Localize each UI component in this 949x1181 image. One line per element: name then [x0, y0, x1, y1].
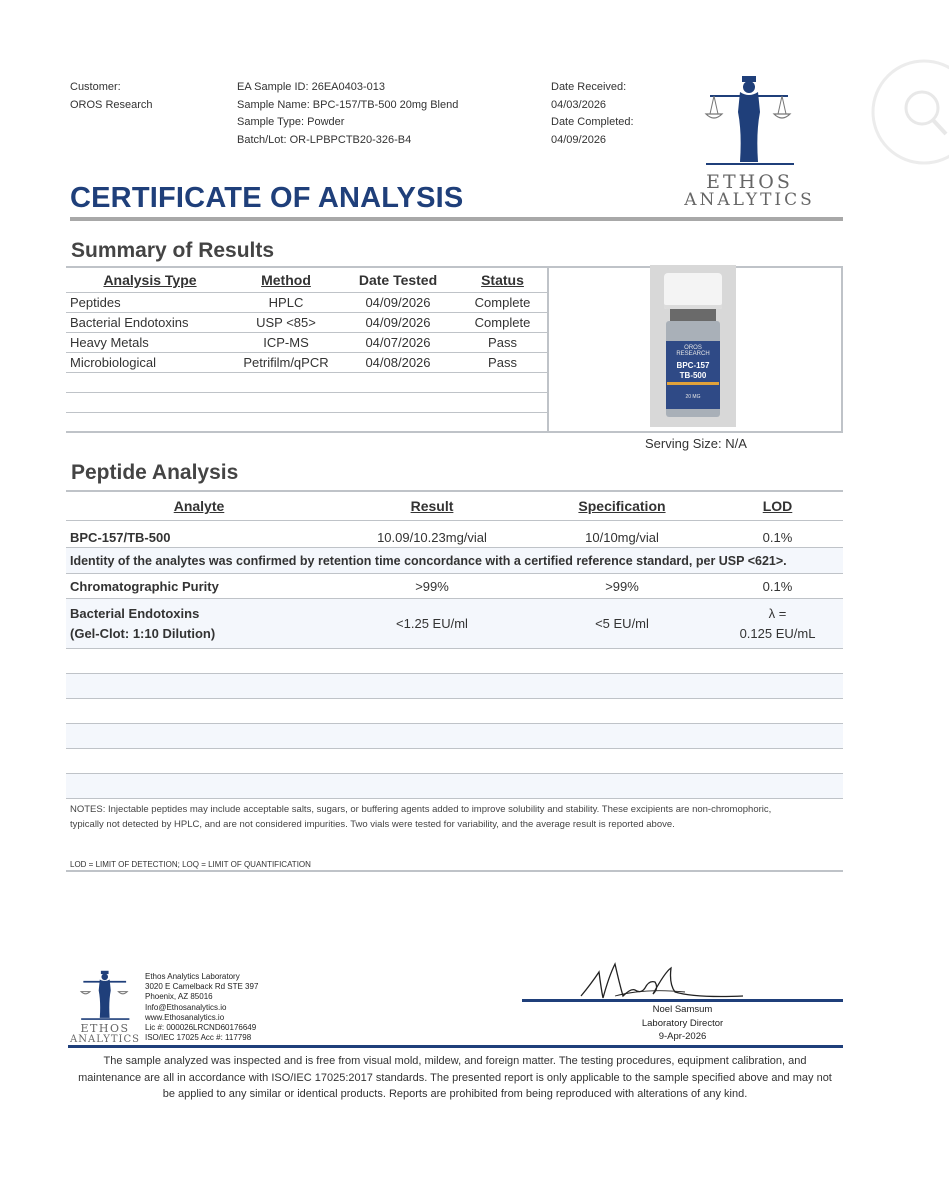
- justice-scale-icon: [68, 968, 142, 1024]
- cell: Pass: [458, 333, 547, 353]
- empty-row: [66, 393, 547, 413]
- handwritten-signature: [575, 958, 750, 1003]
- customer-label: Customer:: [70, 81, 121, 93]
- footer-line-2: maintenance are all in accordance with ISO/IEC 17025:2017 standards. The presented report is only applicable to the sample specified above and may not: [78, 1071, 832, 1084]
- peptide-header-row: [66, 491, 843, 521]
- empty-row: [66, 649, 843, 674]
- lod-lambda: λ =: [768, 605, 787, 621]
- lod-value: 0.1%: [712, 574, 843, 599]
- result-value: <1.25 EU/ml: [332, 599, 532, 649]
- col-date-tested: Date Tested: [338, 268, 458, 293]
- signer-name: Noel Samsum: [652, 1004, 713, 1015]
- empty-row: [66, 749, 843, 774]
- col-result: Result: [332, 491, 532, 521]
- col-method: Method: [234, 268, 338, 293]
- date-completed: 04/09/2026: [551, 133, 607, 146]
- lab-email: Info@Ethosanalytics.io: [145, 1002, 227, 1012]
- table-row: [66, 333, 547, 353]
- sample-id: EA Sample ID: 26EA0403-013: [237, 81, 385, 93]
- endotoxin-name-2: (Gel-Clot: 1:10 Dilution): [70, 625, 216, 641]
- lab-address-block: [145, 972, 258, 1043]
- cell: USP <85>: [234, 313, 338, 333]
- batch-lot: Batch/Lot: OR-LPBPCTB20-326-B4: [237, 133, 412, 146]
- signature-block: [522, 1003, 843, 1044]
- cell: ICP-MS: [234, 333, 338, 353]
- dates-block: [551, 79, 634, 149]
- date-received: 04/03/2026: [551, 98, 607, 111]
- cell: 04/07/2026: [338, 333, 458, 353]
- empty-row: [66, 774, 843, 799]
- lab-address-1: 3020 E Camelback Rd STE 397: [145, 982, 259, 992]
- notes-divider: [66, 870, 843, 872]
- cell: Microbiological: [66, 353, 234, 373]
- table-row: [66, 574, 843, 599]
- cell: Peptides: [66, 293, 234, 313]
- col-lod: LOD: [712, 491, 843, 521]
- lod-loq-definition: LOD = LIMIT OF DETECTION; LOQ = LIMIT OF QUANTIFICATION: [70, 860, 311, 869]
- sample-type: Sample Type: Powder: [237, 116, 345, 128]
- analyte-name: Chromatographic Purity: [66, 574, 332, 599]
- cell: Complete: [458, 293, 547, 313]
- empty-row: [66, 373, 547, 393]
- cell: Complete: [458, 313, 547, 333]
- lod-value: 0.1%: [712, 521, 843, 548]
- page-title: CERTIFICATE OF ANALYSIS: [70, 182, 464, 214]
- cell: 04/09/2026: [338, 313, 458, 333]
- signature: [575, 958, 750, 1003]
- cell: Heavy Metals: [66, 333, 234, 353]
- vial-photo: [650, 265, 736, 427]
- footer-divider: [68, 1045, 843, 1048]
- spec-value: 10/10mg/vial: [532, 521, 712, 548]
- footer-line-3: be applied to any similar or identical products. Reports are prohibited from being reproduced with alterations of any kind.: [162, 1088, 748, 1100]
- title-divider: [70, 217, 843, 221]
- lab-address-2: Phoenix, AZ 85016: [145, 992, 213, 1002]
- notes: [70, 802, 850, 832]
- cell: Bacterial Endotoxins: [66, 313, 234, 333]
- footer-logo-analytics: ANALYTICS: [70, 1034, 140, 1045]
- footer-logo: [68, 968, 142, 1048]
- lod-value: [712, 599, 843, 649]
- result-value: 10.09/10.23mg/vial: [332, 521, 532, 548]
- cell: 04/09/2026: [338, 293, 458, 313]
- summary-header-row: [66, 268, 547, 293]
- summary-table: [66, 268, 547, 432]
- logo-analytics: ANALYTICS: [684, 190, 815, 210]
- lab-iso: ISO/IEC 17025 Acc #: 117798: [145, 1033, 252, 1043]
- empty-row: [66, 413, 547, 433]
- col-status: Status: [458, 268, 547, 293]
- peptide-heading: Peptide Analysis: [71, 461, 239, 484]
- signature-date: 9-Apr-2026: [658, 1031, 707, 1042]
- vial-dose: 20 MG: [685, 394, 701, 400]
- notes-line-2: typically not detected by HPLC, and are not considered impurities. Two vials were tested for variability, and the average result is reported above.: [70, 819, 675, 830]
- magnifier-icon: [870, 58, 949, 166]
- table-row: [66, 521, 843, 548]
- peptide-table: [66, 490, 843, 799]
- lab-license: Lic #: 000026LRCND60176649: [145, 1023, 257, 1033]
- spec-value: <5 EU/ml: [532, 599, 712, 649]
- table-row: [66, 313, 547, 333]
- sample-name: Sample Name: BPC-157/TB-500 20mg Blend: [237, 98, 459, 111]
- notes-line-1: NOTES: Injectable peptides may include acceptable salts, sugars, or buffering agents added to improve solubility and stability. These excipients are non-chromophoric,: [70, 804, 772, 815]
- result-value: >99%: [332, 574, 532, 599]
- vial-label-2: TB-500: [679, 371, 707, 380]
- signer-role: Laboratory Director: [641, 1017, 724, 1029]
- signature-line: [522, 999, 843, 1002]
- footer-logo-ethos: ETHOS: [80, 1022, 130, 1035]
- col-specification: Specification: [532, 491, 712, 521]
- empty-row: [66, 674, 843, 699]
- date-completed-label: Date Completed:: [551, 116, 634, 128]
- analyte-name: BPC-157/TB-500: [66, 521, 332, 548]
- empty-row: [66, 724, 843, 749]
- logo-ethos: ETHOS: [706, 171, 793, 193]
- cell: 04/08/2026: [338, 353, 458, 373]
- sample-block: [237, 79, 458, 149]
- empty-row: [66, 699, 843, 724]
- lab-name: Ethos Analytics Laboratory: [145, 972, 240, 981]
- col-analyte: Analyte: [66, 491, 332, 521]
- ethos-logo: [682, 72, 817, 212]
- summary-vial-divider: [547, 266, 549, 433]
- cell: HPLC: [234, 293, 338, 313]
- endotoxin-name-1: Bacterial Endotoxins: [70, 605, 200, 621]
- table-row: [66, 293, 547, 313]
- vial-brand: OROS RESEARCH: [676, 345, 710, 357]
- analyte-name: [66, 599, 332, 649]
- lab-website: www.Ethosanalytics.io: [145, 1012, 225, 1022]
- justice-scale-icon: [682, 72, 817, 172]
- identity-row: [66, 548, 843, 574]
- table-row: [66, 599, 843, 649]
- table-row: [66, 353, 547, 373]
- date-received-label: Date Received:: [551, 81, 627, 93]
- cell: Petrifilm/qPCR: [234, 353, 338, 373]
- serving-size: Serving Size: N/A: [645, 436, 747, 451]
- customer-name: OROS Research: [70, 98, 153, 111]
- spec-value: >99%: [532, 574, 712, 599]
- col-analysis-type: Analysis Type: [66, 268, 234, 293]
- footer-line-1: The sample analyzed was inspected and is free from visual mold, mildew, and foreign matter. The testing procedures, equipment calibration, and: [103, 1055, 807, 1067]
- lod-lambda-value: 0.125 EU/mL: [739, 625, 816, 641]
- identity-note: Identity of the analytes was confirmed by retention time concordance with a certified reference standard, per USP <621>.: [66, 548, 843, 574]
- vial-label-1: BPC-157: [676, 361, 710, 370]
- footer-disclaimer: [60, 1053, 850, 1103]
- summary-heading: Summary of Results: [71, 239, 275, 262]
- customer-block: [70, 79, 153, 114]
- cell: Pass: [458, 353, 547, 373]
